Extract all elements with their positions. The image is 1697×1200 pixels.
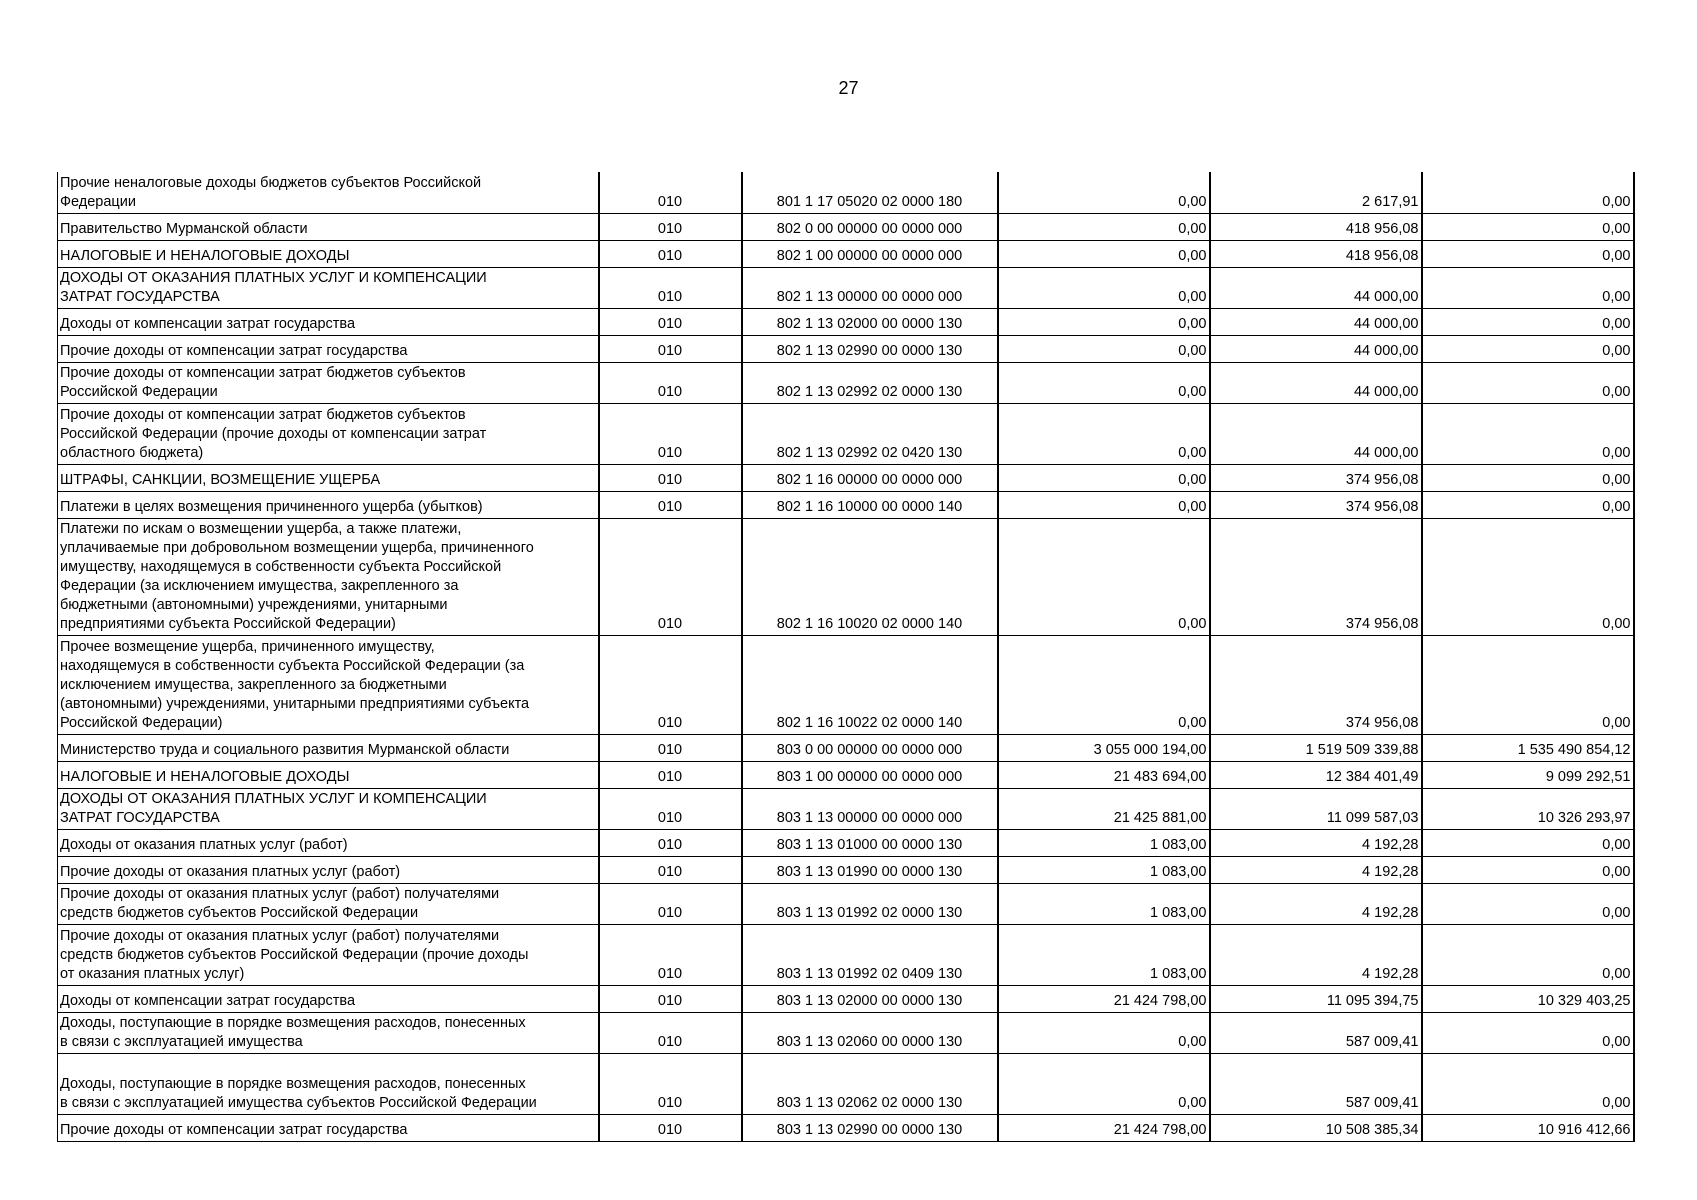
table-row xyxy=(58,308,1634,335)
row-name: ДОХОДЫ ОТ ОКАЗАНИЯ ПЛАТНЫХ УСЛУГ И КОМПЕНСАЦИИ ЗАТРАТ ГОСУДАРСТВА xyxy=(58,788,599,829)
budget-code: 803 1 13 01992 02 0409 130 xyxy=(742,924,998,985)
row-name: Платежи по искам о возмещении ущерба, а также платежи, уплачиваемые при добровольном возмещении ущерба, причиненного имуществу, находящемуся в собственности субъекта Российской Федерации (за исключением имущества, закрепленного за бюджетными (автономными) учреждениями, унитарными предприятиями субъекта Российской Федерации) xyxy=(58,518,599,635)
line-code: 010 xyxy=(599,267,742,308)
executed-amount: 4 192,28 xyxy=(1210,829,1422,856)
table-row xyxy=(58,213,1634,240)
executed-amount: 44 000,00 xyxy=(1210,362,1422,403)
budget-code: 802 0 00 00000 00 0000 000 xyxy=(742,213,998,240)
line-code: 010 xyxy=(599,172,742,213)
row-name: Доходы от оказания платных услуг (работ) xyxy=(58,829,599,856)
budget-code: 803 0 00 00000 00 0000 000 xyxy=(742,734,998,761)
table-body xyxy=(58,172,1634,1141)
budget-code: 802 1 16 00000 00 0000 000 xyxy=(742,464,998,491)
row-name: Доходы, поступающие в порядке возмещения расходов, понесенных в связи с эксплуатацией имущества субъектов Российской Федерации xyxy=(58,1053,599,1114)
executed-amount: 4 192,28 xyxy=(1210,883,1422,924)
line-code: 010 xyxy=(599,362,742,403)
row-name: Прочие доходы от компенсации затрат государства xyxy=(58,335,599,362)
line-code: 010 xyxy=(599,761,742,788)
line-code: 010 xyxy=(599,635,742,734)
unexecuted-amount: 0,00 xyxy=(1422,924,1634,985)
line-code: 010 xyxy=(599,924,742,985)
row-name: Доходы от компенсации затрат государства xyxy=(58,985,599,1012)
approved-amount: 0,00 xyxy=(998,335,1210,362)
executed-amount: 44 000,00 xyxy=(1210,335,1422,362)
budget-code: 802 1 13 02992 02 0000 130 xyxy=(742,362,998,403)
table-row xyxy=(58,924,1634,985)
executed-amount: 12 384 401,49 xyxy=(1210,761,1422,788)
row-name: ШТРАФЫ, САНКЦИИ, ВОЗМЕЩЕНИЕ УЩЕРБА xyxy=(58,464,599,491)
budget-code: 802 1 13 02990 00 0000 130 xyxy=(742,335,998,362)
line-code: 010 xyxy=(599,491,742,518)
executed-amount: 374 956,08 xyxy=(1210,491,1422,518)
budget-code: 802 1 13 02992 02 0420 130 xyxy=(742,403,998,464)
table-row xyxy=(58,1114,1634,1141)
approved-amount: 0,00 xyxy=(998,362,1210,403)
page-number: 27 xyxy=(838,78,859,98)
unexecuted-amount: 10 916 412,66 xyxy=(1422,1114,1634,1141)
table-row xyxy=(58,734,1634,761)
approved-amount: 0,00 xyxy=(998,635,1210,734)
executed-amount: 587 009,41 xyxy=(1210,1012,1422,1053)
table-row xyxy=(58,518,1634,635)
row-name: Прочие доходы от оказания платных услуг (работ) получателями средств бюджетов субъектов Российской Федерации (прочие доходы от оказания платных услуг) xyxy=(58,924,599,985)
approved-amount: 1 083,00 xyxy=(998,924,1210,985)
line-code: 010 xyxy=(599,1053,742,1114)
approved-amount: 1 083,00 xyxy=(998,829,1210,856)
approved-amount: 21 483 694,00 xyxy=(998,761,1210,788)
line-code: 010 xyxy=(599,985,742,1012)
budget-code: 803 1 13 01992 02 0000 130 xyxy=(742,883,998,924)
executed-amount: 4 192,28 xyxy=(1210,924,1422,985)
unexecuted-amount: 9 099 292,51 xyxy=(1422,761,1634,788)
row-name: Прочее возмещение ущерба, причиненного имуществу, находящемуся в собственности субъекта Российской Федерации (за исключением имущества, закрепленного за бюджетными (автономными) учреждениями, унитарными предприятиями субъекта Российской Федерации) xyxy=(58,635,599,734)
unexecuted-amount: 0,00 xyxy=(1422,464,1634,491)
row-name: ДОХОДЫ ОТ ОКАЗАНИЯ ПЛАТНЫХ УСЛУГ И КОМПЕНСАЦИИ ЗАТРАТ ГОСУДАРСТВА xyxy=(58,267,599,308)
table-row xyxy=(58,985,1634,1012)
table-row xyxy=(58,267,1634,308)
row-name: Министерство труда и социального развития Мурманской области xyxy=(58,734,599,761)
line-code: 010 xyxy=(599,883,742,924)
unexecuted-amount: 0,00 xyxy=(1422,335,1634,362)
unexecuted-amount: 10 326 293,97 xyxy=(1422,788,1634,829)
line-code: 010 xyxy=(599,335,742,362)
approved-amount: 0,00 xyxy=(998,172,1210,213)
budget-code: 803 1 13 01000 00 0000 130 xyxy=(742,829,998,856)
approved-amount: 0,00 xyxy=(998,491,1210,518)
table-row xyxy=(58,883,1634,924)
approved-amount: 0,00 xyxy=(998,308,1210,335)
budget-code: 803 1 13 02062 02 0000 130 xyxy=(742,1053,998,1114)
revenue-table xyxy=(57,172,1635,1142)
budget-code: 802 1 13 00000 00 0000 000 xyxy=(742,267,998,308)
approved-amount: 21 424 798,00 xyxy=(998,985,1210,1012)
executed-amount: 10 508 385,34 xyxy=(1210,1114,1422,1141)
line-code: 010 xyxy=(599,213,742,240)
unexecuted-amount: 0,00 xyxy=(1422,213,1634,240)
unexecuted-amount: 0,00 xyxy=(1422,240,1634,267)
line-code: 010 xyxy=(599,240,742,267)
row-name: Прочие доходы от оказания платных услуг (работ) получателями средств бюджетов субъектов Российской Федерации xyxy=(58,883,599,924)
budget-code: 803 1 13 02060 00 0000 130 xyxy=(742,1012,998,1053)
row-name: Доходы от компенсации затрат государства xyxy=(58,308,599,335)
budget-code: 803 1 13 01990 00 0000 130 xyxy=(742,856,998,883)
executed-amount: 374 956,08 xyxy=(1210,464,1422,491)
executed-amount: 1 519 509 339,88 xyxy=(1210,734,1422,761)
line-code: 010 xyxy=(599,1114,742,1141)
table-row xyxy=(58,829,1634,856)
unexecuted-amount: 0,00 xyxy=(1422,635,1634,734)
line-code: 010 xyxy=(599,308,742,335)
table-row xyxy=(58,761,1634,788)
table-row xyxy=(58,172,1634,213)
unexecuted-amount: 0,00 xyxy=(1422,1012,1634,1053)
budget-code: 802 1 00 00000 00 0000 000 xyxy=(742,240,998,267)
approved-amount: 21 424 798,00 xyxy=(998,1114,1210,1141)
executed-amount: 2 617,91 xyxy=(1210,172,1422,213)
budget-code: 802 1 13 02000 00 0000 130 xyxy=(742,308,998,335)
unexecuted-amount: 0,00 xyxy=(1422,829,1634,856)
approved-amount: 0,00 xyxy=(998,267,1210,308)
executed-amount: 44 000,00 xyxy=(1210,267,1422,308)
budget-code: 803 1 13 02990 00 0000 130 xyxy=(742,1114,998,1141)
table-row xyxy=(58,635,1634,734)
unexecuted-amount: 0,00 xyxy=(1422,518,1634,635)
unexecuted-amount: 0,00 xyxy=(1422,403,1634,464)
executed-amount: 418 956,08 xyxy=(1210,213,1422,240)
executed-amount: 4 192,28 xyxy=(1210,856,1422,883)
table-row xyxy=(58,1053,1634,1114)
budget-code: 802 1 16 10022 02 0000 140 xyxy=(742,635,998,734)
table-row xyxy=(58,362,1634,403)
line-code: 010 xyxy=(599,734,742,761)
row-name: Прочие доходы от оказания платных услуг (работ) xyxy=(58,856,599,883)
unexecuted-amount: 0,00 xyxy=(1422,308,1634,335)
row-name: Прочие доходы от компенсации затрат бюджетов субъектов Российской Федерации (прочие доходы от компенсации затрат областного бюджета) xyxy=(58,403,599,464)
line-code: 010 xyxy=(599,856,742,883)
unexecuted-amount: 0,00 xyxy=(1422,491,1634,518)
unexecuted-amount: 0,00 xyxy=(1422,172,1634,213)
unexecuted-amount: 0,00 xyxy=(1422,1053,1634,1114)
table-row xyxy=(58,403,1634,464)
line-code: 010 xyxy=(599,403,742,464)
line-code: 010 xyxy=(599,464,742,491)
line-code: 010 xyxy=(599,788,742,829)
line-code: 010 xyxy=(599,1012,742,1053)
executed-amount: 374 956,08 xyxy=(1210,635,1422,734)
unexecuted-amount: 10 329 403,25 xyxy=(1422,985,1634,1012)
approved-amount: 1 083,00 xyxy=(998,883,1210,924)
approved-amount: 0,00 xyxy=(998,403,1210,464)
table-row xyxy=(58,1012,1634,1053)
budget-code: 801 1 17 05020 02 0000 180 xyxy=(742,172,998,213)
approved-amount: 0,00 xyxy=(998,464,1210,491)
executed-amount: 11 099 587,03 xyxy=(1210,788,1422,829)
approved-amount: 0,00 xyxy=(998,240,1210,267)
executed-amount: 11 095 394,75 xyxy=(1210,985,1422,1012)
line-code: 010 xyxy=(599,829,742,856)
table-row xyxy=(58,491,1634,518)
unexecuted-amount: 0,00 xyxy=(1422,362,1634,403)
row-name: НАЛОГОВЫЕ И НЕНАЛОГОВЫЕ ДОХОДЫ xyxy=(58,761,599,788)
row-name: Доходы, поступающие в порядке возмещения расходов, понесенных в связи с эксплуатацией имущества xyxy=(58,1012,599,1053)
budget-code: 802 1 16 10020 02 0000 140 xyxy=(742,518,998,635)
executed-amount: 374 956,08 xyxy=(1210,518,1422,635)
executed-amount: 44 000,00 xyxy=(1210,308,1422,335)
executed-amount: 418 956,08 xyxy=(1210,240,1422,267)
row-name: Прочие доходы от компенсации затрат государства xyxy=(58,1114,599,1141)
approved-amount: 0,00 xyxy=(998,1053,1210,1114)
row-name: Правительство Мурманской области xyxy=(58,213,599,240)
approved-amount: 0,00 xyxy=(998,213,1210,240)
unexecuted-amount: 0,00 xyxy=(1422,883,1634,924)
budget-code: 803 1 13 00000 00 0000 000 xyxy=(742,788,998,829)
table-row xyxy=(58,240,1634,267)
approved-amount: 21 425 881,00 xyxy=(998,788,1210,829)
approved-amount: 0,00 xyxy=(998,518,1210,635)
unexecuted-amount: 0,00 xyxy=(1422,267,1634,308)
table-row xyxy=(58,464,1634,491)
unexecuted-amount: 1 535 490 854,12 xyxy=(1422,734,1634,761)
table-row xyxy=(58,335,1634,362)
approved-amount: 3 055 000 194,00 xyxy=(998,734,1210,761)
executed-amount: 587 009,41 xyxy=(1210,1053,1422,1114)
executed-amount: 44 000,00 xyxy=(1210,403,1422,464)
table-row xyxy=(58,788,1634,829)
budget-code: 802 1 16 10000 00 0000 140 xyxy=(742,491,998,518)
row-name: Прочие неналоговые доходы бюджетов субъектов Российской Федерации xyxy=(58,172,599,213)
line-code: 010 xyxy=(599,518,742,635)
table-row xyxy=(58,856,1634,883)
row-name: Прочие доходы от компенсации затрат бюджетов субъектов Российской Федерации xyxy=(58,362,599,403)
budget-code: 803 1 13 02000 00 0000 130 xyxy=(742,985,998,1012)
row-name: НАЛОГОВЫЕ И НЕНАЛОГОВЫЕ ДОХОДЫ xyxy=(58,240,599,267)
row-name: Платежи в целях возмещения причиненного ущерба (убытков) xyxy=(58,491,599,518)
approved-amount: 1 083,00 xyxy=(998,856,1210,883)
budget-code: 803 1 00 00000 00 0000 000 xyxy=(742,761,998,788)
unexecuted-amount: 0,00 xyxy=(1422,856,1634,883)
approved-amount: 0,00 xyxy=(998,1012,1210,1053)
